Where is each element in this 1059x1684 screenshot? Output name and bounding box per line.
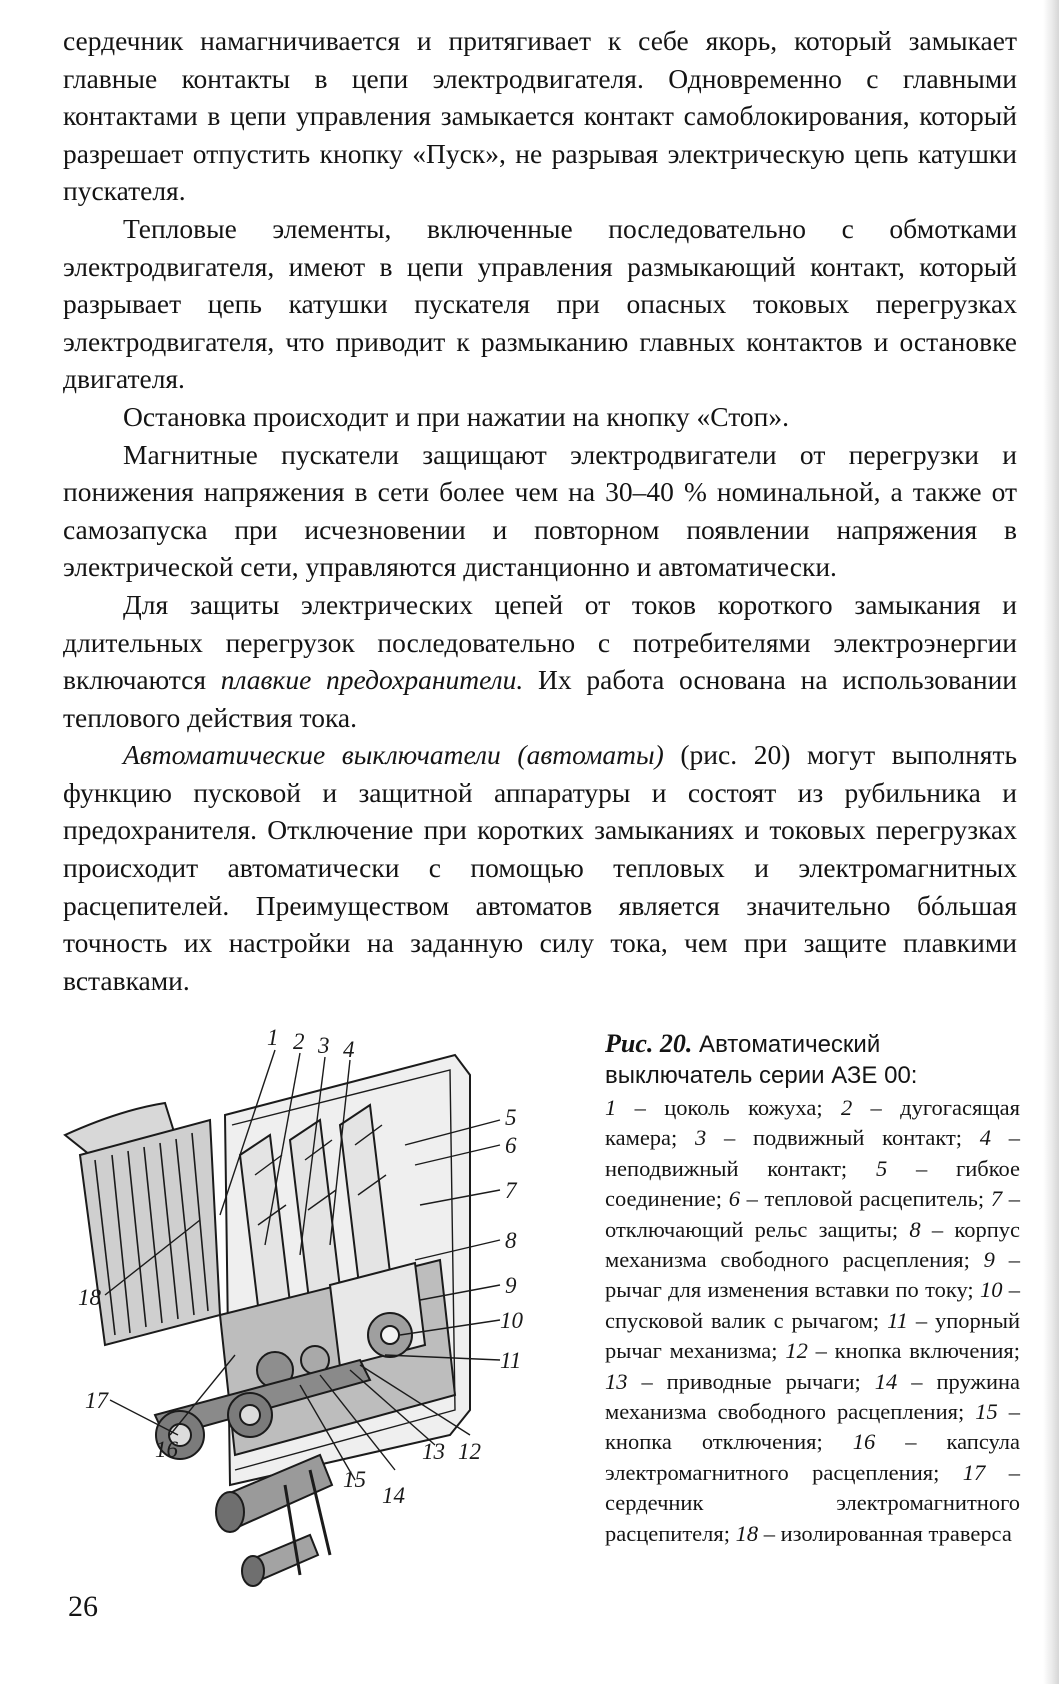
legend-text: – спусковой валик с рычагом;	[605, 1277, 1020, 1333]
legend-text: – сердечник электромагнитного расцепителя;	[605, 1459, 1020, 1546]
callout-11: 11	[500, 1348, 522, 1373]
legend-number: 12	[785, 1338, 808, 1364]
legend-number: 18	[735, 1520, 759, 1546]
legend-text: – рычаг для изменения вставки по току;	[605, 1247, 1020, 1303]
callout-15: 15	[343, 1467, 366, 1492]
legend-text: – неподвижный контакт;	[605, 1125, 1020, 1181]
callout-17: 17	[85, 1388, 108, 1413]
legend-number: 11	[887, 1307, 908, 1333]
paragraph	[63, 436, 1017, 586]
legend-number: 16	[852, 1429, 876, 1455]
legend-number: 17	[962, 1459, 986, 1485]
legend-text: – кнопка включения;	[807, 1338, 1021, 1364]
legend-number: 15	[975, 1399, 998, 1425]
legend-text: – изолированная траверса	[758, 1520, 1012, 1546]
text-run: Остановка происходит и при нажатии на кнопку «Стоп».	[123, 400, 789, 432]
legend-text: – отключающий рельс защиты;	[605, 1186, 1021, 1242]
legend-text: – кнопка отключения;	[605, 1399, 1020, 1455]
page-edge-shadow	[1043, 0, 1059, 1684]
callout-9: 9	[505, 1273, 517, 1298]
italic-term: Автоматические выключатели (автоматы)	[123, 739, 664, 771]
legend-number: 3	[695, 1125, 707, 1151]
legend-number: 2	[840, 1095, 853, 1120]
callout-6: 6	[505, 1133, 517, 1158]
text-run: (рис. 20) могут выполнять функцию пусковой и защитной аппаратуры и состоят из рубильника и предохранителя. Отключение при коротких замыканиях и токовых перегрузках происходит автоматически с помощью тепловых и электромагнитных расцепителей. Преимуществом автоматов является значительно бóльшая точность их настройки на заданную силу тока, чем при защите плавкими вставками.	[63, 739, 1018, 996]
callout-4: 4	[343, 1037, 355, 1062]
legend-text: – подвижный контакт;	[706, 1125, 980, 1151]
legend-number: 8	[909, 1216, 921, 1242]
callout-8: 8	[505, 1228, 517, 1253]
legend-text: – пружина механизма свободного расцепления;	[605, 1368, 1021, 1425]
caption-legend	[605, 1093, 1020, 1549]
legend-text: – корпус механизма свободного расцепления;	[605, 1216, 1020, 1273]
legend-number: 7	[990, 1186, 1003, 1212]
legend-number: 5	[875, 1155, 888, 1181]
callout-2: 2	[293, 1029, 305, 1054]
legend-number: 9	[983, 1247, 995, 1273]
callout-16: 16	[155, 1437, 178, 1462]
page-number: 26	[68, 1590, 98, 1623]
legend-text: – капсула электромагнитного расцепления;	[605, 1429, 1020, 1485]
callout-7: 7	[505, 1178, 517, 1203]
paragraph	[63, 398, 1017, 436]
legend-number: 6	[728, 1186, 740, 1212]
legend-number: 10	[979, 1277, 1003, 1303]
callout-18: 18	[78, 1285, 101, 1310]
callout-14: 14	[382, 1483, 405, 1508]
italic-term: плавкие предохранители.	[220, 664, 524, 696]
legend-text: – цоколь кожуха;	[616, 1095, 841, 1120]
legend-number: 4	[979, 1125, 992, 1151]
legend-text: – гибкое соединение;	[605, 1155, 1020, 1212]
paragraph	[63, 22, 1017, 210]
body-text	[63, 22, 1017, 999]
text-run: сердечник намагничивается и притягивает к себе якорь, который замыкает главные контакты в цепи электродвигателя. Одновременно с главными контактами в цепи управления замыкается контакт самоблокирования, который разрешает отпустить кнопку «Пуск», не разрывая электрическую цепь катушки пускателя.	[63, 25, 1017, 207]
callout-10: 10	[500, 1308, 523, 1333]
text-run: Для защиты электрических цепей от токов короткого замыкания и длительных перегрузок последовательно с потребителями электроэнергии включаются	[63, 588, 1017, 696]
figure-20	[60, 1015, 600, 1595]
paragraph	[63, 736, 1017, 999]
callout-1: 1	[267, 1025, 279, 1050]
callout-13: 13	[422, 1439, 445, 1464]
circuit-breaker-illustration	[60, 1015, 600, 1595]
figure-caption	[605, 1028, 1020, 1549]
legend-number: 1	[605, 1095, 617, 1120]
text-run: Магнитные пускатели защищают электродвигатели от перегрузки и понижения напряжения в сети более чем на 30–40 % номинальной, а также от самозапуска при исчезновении и повторном появлении напряжения в электрической сети, управляются дистанционно и автоматически.	[63, 438, 1017, 583]
paragraph	[63, 210, 1017, 398]
text-run: Их работа основана на использовании теплового действия тока.	[63, 664, 1017, 733]
callout-5: 5	[505, 1105, 517, 1130]
callout-12: 12	[458, 1439, 481, 1464]
text-run: Тепловые элементы, включенные последовательно с обмотками электродвигателя, имеют в цепи управления размыкающий контакт, который разрывает цепь катушки пускателя при опасных токовых перегрузках электродвигателя, что приводит к размыканию главных контактов и остановке двигателя.	[63, 212, 1017, 395]
caption-label: Рис. 20.	[605, 1029, 693, 1058]
paragraph	[63, 586, 1017, 736]
caption-title-text: Автоматический выключатель серии АЗЕ 00:	[605, 1031, 918, 1089]
legend-text: – тепловой расцепитель;	[739, 1186, 991, 1212]
legend-text: – приводные рычаги;	[627, 1368, 875, 1394]
caption-title	[605, 1028, 1020, 1091]
callout-3: 3	[318, 1033, 330, 1058]
legend-text: – упорный рычаг механизма;	[605, 1307, 1020, 1364]
legend-number: 14	[874, 1368, 898, 1394]
legend-number: 13	[605, 1368, 628, 1394]
legend-text: – дугогасящая камера;	[605, 1095, 1020, 1151]
